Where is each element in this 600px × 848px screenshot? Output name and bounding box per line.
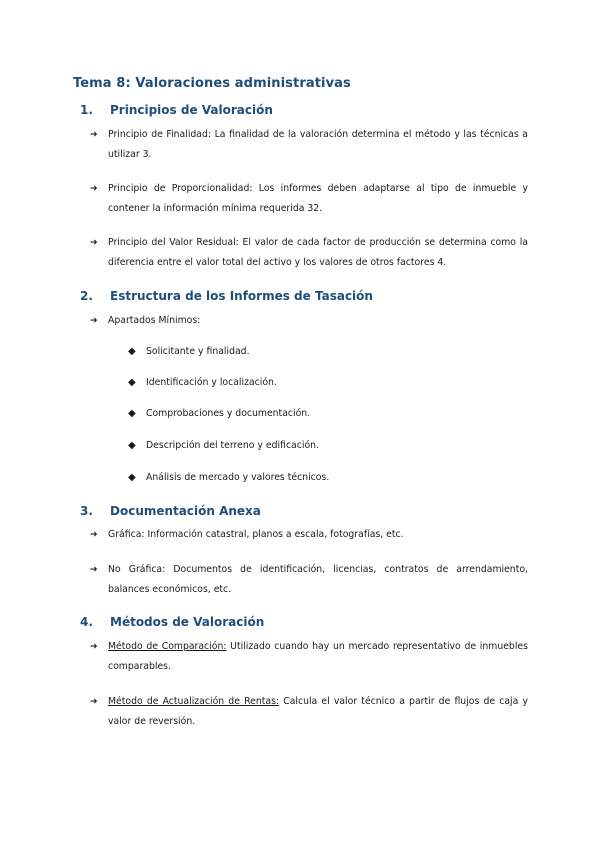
bullet-text: Calcula el valor técnico a partir de flujos de caja y valor de reversión. xyxy=(108,696,528,727)
bullet-item xyxy=(90,692,528,732)
sub-bullet-text: Identificación y localización. xyxy=(146,377,277,388)
section-number: 2. xyxy=(80,289,93,303)
arrow-icon: ➔ xyxy=(90,642,98,652)
bullet-item xyxy=(90,233,528,273)
sub-bullet-text: Descripción del terreno y edificación. xyxy=(146,440,319,451)
arrow-icon: ➔ xyxy=(90,238,98,248)
sub-bullet-text: Comprobaciones y documentación. xyxy=(146,408,311,419)
bullet-text: Gráfica: Información catastral, planos a escala, fotografías, etc. xyxy=(108,529,404,540)
arrow-icon: ➔ xyxy=(90,130,98,140)
arrow-icon: ➔ xyxy=(90,697,98,707)
diamond-icon: ◆ xyxy=(128,408,136,419)
sub-bullet-item xyxy=(128,471,330,485)
section-heading-1 xyxy=(80,103,273,117)
section-number: 1. xyxy=(80,103,93,117)
bullet-item xyxy=(90,560,528,600)
section-number: 4. xyxy=(80,615,93,629)
section-heading-3 xyxy=(80,504,261,518)
sub-bullet-text: Solicitante y finalidad. xyxy=(146,346,250,357)
diamond-icon: ◆ xyxy=(128,440,136,451)
bullet-text: Principio de Proporcionalidad: Los informes deben adaptarse al tipo de inmueble y contener la información mínima requerida 32. xyxy=(108,183,528,214)
section-title: Documentación Anexa xyxy=(110,504,261,518)
method-term: Método de Actualización de Rentas: xyxy=(108,696,280,707)
bullet-item xyxy=(90,179,528,219)
arrow-icon: ➔ xyxy=(90,530,98,540)
section-title: Métodos de Valoración xyxy=(110,615,265,629)
diamond-icon: ◆ xyxy=(128,346,136,357)
bullet-item xyxy=(90,311,528,331)
bullet-text: Utilizado cuando hay un mercado representativo de inmuebles comparables. xyxy=(108,641,528,672)
sub-bullet-item xyxy=(128,439,319,453)
bullet-text: Principio de Finalidad: La finalidad de la valoración determina el método y las técnicas a utilizar 3. xyxy=(108,129,528,160)
section-number: 3. xyxy=(80,504,93,518)
section-title: Principios de Valoración xyxy=(110,103,273,117)
method-term: Método de Comparación: xyxy=(108,641,227,652)
section-heading-2 xyxy=(80,289,373,303)
bullet-text: No Gráfica: Documentos de identificación, licencias, contratos de arrendamiento, balances económicos, etc. xyxy=(108,564,528,595)
section-heading-4 xyxy=(80,615,264,629)
diamond-icon: ◆ xyxy=(128,472,136,483)
bullet-item xyxy=(90,125,528,165)
sub-bullet-item xyxy=(128,345,250,359)
bullet-item xyxy=(90,525,528,545)
arrow-icon: ➔ xyxy=(90,565,98,575)
bullet-text: Apartados Mínimos: xyxy=(108,315,201,326)
sub-bullet-item xyxy=(128,407,311,421)
arrow-icon: ➔ xyxy=(90,184,98,194)
diamond-icon: ◆ xyxy=(128,377,136,388)
bullet-item xyxy=(90,637,528,677)
document-title: Tema 8: Valoraciones administrativas xyxy=(73,76,351,91)
bullet-text: Principio del Valor Residual: El valor de cada factor de producción se determina como la diferencia entre el valor total del activo y los valores de otros factores 4. xyxy=(108,237,528,268)
sub-bullet-text: Análisis de mercado y valores técnicos. xyxy=(146,472,330,483)
arrow-icon: ➔ xyxy=(90,316,98,326)
section-title: Estructura de los Informes de Tasación xyxy=(110,289,373,303)
sub-bullet-item xyxy=(128,376,277,390)
